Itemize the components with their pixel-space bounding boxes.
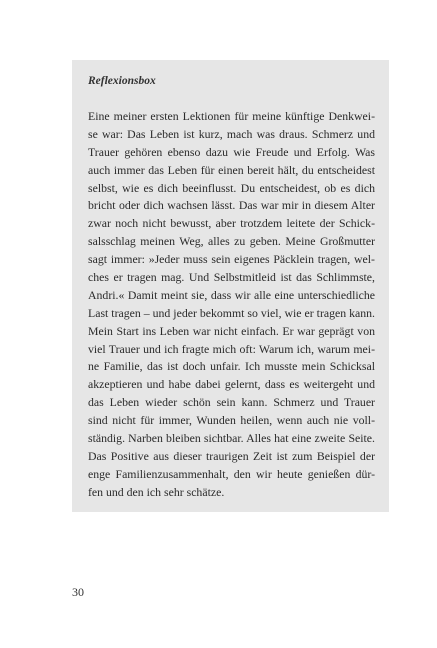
reflection-box-text xyxy=(88,108,375,502)
text-line: salsschlag meinen Weg, alles zu geben. Meine Großmutter xyxy=(88,234,375,249)
text-line: Eine meiner ersten Lektionen für meine künftige Denkwei- xyxy=(88,109,375,123)
text-line: akzeptieren und habe dabei gelernt, dass es weitergeht und xyxy=(88,377,375,392)
text-line: bricht oder dich wachsen lässt. Das war mir in diesem Alter xyxy=(88,198,375,213)
text-line: Last tragen – und jeder bekommt so viel, wie er tragen kann. xyxy=(88,305,375,320)
text-line: ches er tragen mag. Und Selbstmitleid ist das Schlimmste, xyxy=(88,270,375,285)
text-line: zwar noch nicht bewusst, aber trotzdem leitete der Schick- xyxy=(88,216,375,231)
text-line: enge Familienzusammenhalt, den wir heute genießen dür- xyxy=(88,466,375,481)
text-line: auch immer das Leben für einen bereit hält, du entscheidest xyxy=(88,162,375,177)
reflection-box-title: Reflexionsbox xyxy=(88,75,156,87)
text-line: das Leben wieder schön sein kann. Schmerz und Trauer xyxy=(88,395,375,410)
text-line: se war: Das Leben ist kurz, mach was draus. Schmerz und xyxy=(88,126,375,141)
reflection-box xyxy=(72,60,389,512)
text-line: ständig. Narben bleiben sichtbar. Alles hat eine zweite Seite. xyxy=(88,431,375,446)
text-line: ne Familie, das ist doch unfair. Ich musste mein Schicksal xyxy=(88,359,375,374)
text-line: fen und den ich sehr schätze. xyxy=(88,484,225,499)
text-line: viel Trauer und ich fragte mich oft: Warum ich, warum mei- xyxy=(88,341,375,356)
text-line: Andri.« Damit meint sie, dass wir alle eine unterschiedliche xyxy=(88,287,375,302)
text-line: Mein Start ins Leben war nicht einfach. Er war geprägt von xyxy=(88,323,375,338)
text-line: Das Positive aus dieser traurigen Zeit ist zum Beispiel der xyxy=(88,448,375,463)
text-line: sind nicht für immer, Wunden heilen, wenn auch nie voll- xyxy=(88,413,375,428)
text-line: Trauer gehören ebenso dazu wie Freude und Erfolg. Was xyxy=(88,144,375,159)
text-line: selbst, wie es dich beeinflusst. Du entscheidest, ob es dich xyxy=(88,180,375,195)
text-line: sagt immer: »Jeder muss sein eigenes Päcklein tragen, wel- xyxy=(88,252,375,267)
page-number: 30 xyxy=(72,585,84,599)
